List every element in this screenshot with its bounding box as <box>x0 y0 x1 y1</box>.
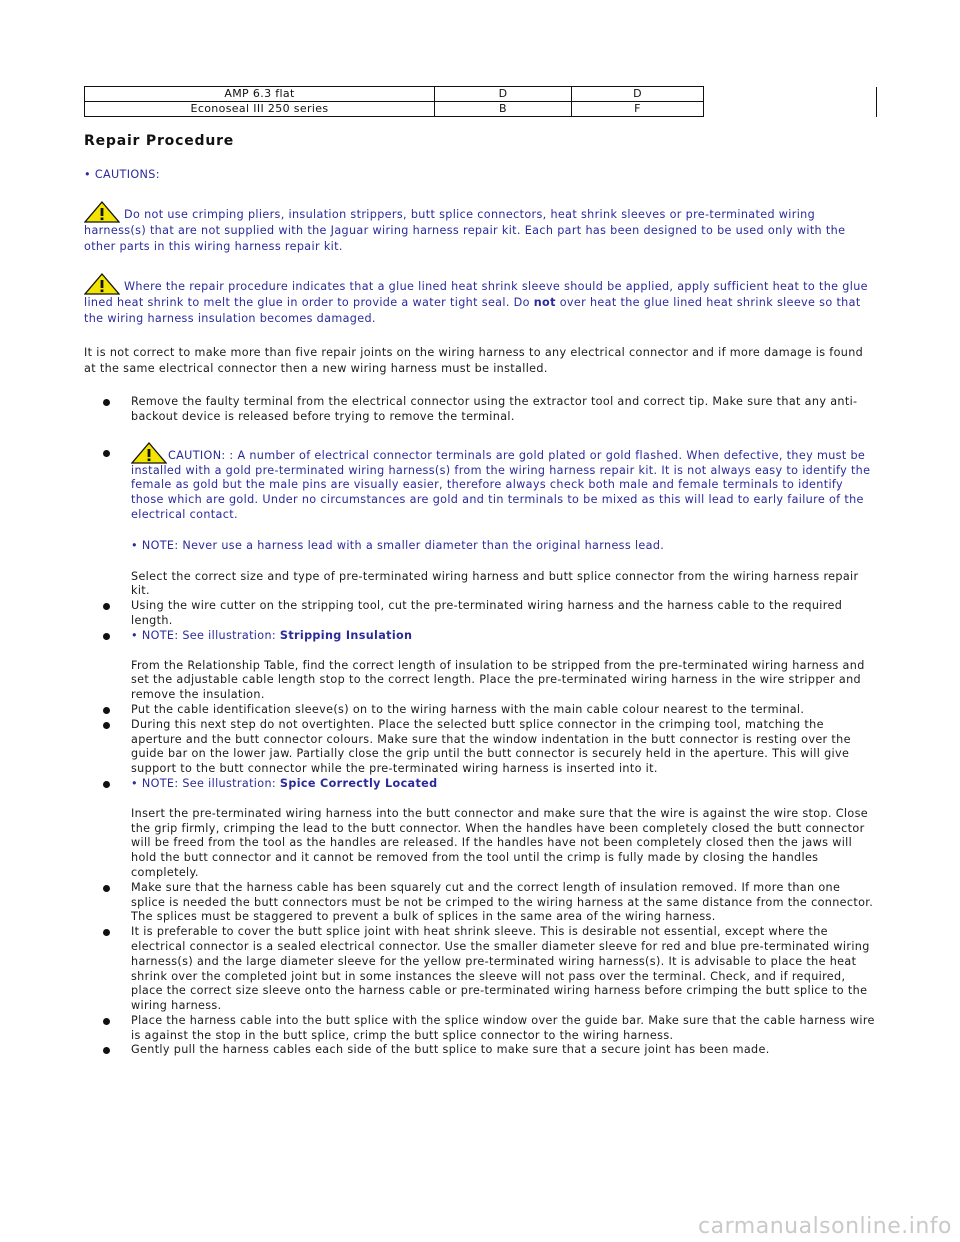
step-text: During this next step do not overtighten. Place the selected butt splice connector in the crimping tool, matching the aperture and the butt connector colours. Make sure that the window indentation in the butt connector is resting over the guide bar on the lower jaw. Partially close the grip until the butt connector is securely held in the aperture. This will give support to the butt connector while the pre-terminated wiring harness is inserted into it. <box>131 717 851 776</box>
caution-text: over heat the glue lined heat shrink sleeve so that the wiring harness insulation becomes damaged. <box>84 296 861 325</box>
cautions-label: • CAUTIONS: <box>84 168 160 181</box>
note-text: • NOTE: See illustration: <box>131 776 280 790</box>
section-heading: Repair Procedure <box>84 133 235 149</box>
bullet-icon <box>103 781 110 788</box>
step-text: Remove the faulty terminal from the electrical connector using the extractor tool and correct tip. Make sure that any anti-backout device is released before trying to remove the terminal. <box>131 395 858 423</box>
intro-paragraph: It is not correct to make more than five repair joints on the wiring harness to any electrical connector and if more damage is found at the same electrical connector then a new wiring harness must be installed. <box>84 346 864 375</box>
table-cell <box>704 102 877 117</box>
table-cell: D <box>572 87 704 102</box>
procedure-steps <box>84 395 876 1058</box>
table-cell: D <box>435 87 572 102</box>
bullet-icon <box>103 1018 110 1025</box>
bullet-icon <box>103 450 110 457</box>
table-row <box>85 87 877 102</box>
list-item <box>84 1014 876 1044</box>
table-cell: Econoseal III 250 series <box>85 102 435 117</box>
illustration-link-spice-correctly-located[interactable]: Spice Correctly Located <box>279 776 438 790</box>
list-item <box>84 777 876 881</box>
list-item <box>84 881 876 925</box>
caution-text: CAUTION: : A number of electrical connector terminals are gold plated or gold flashed. When defective, they must be installed with a gold pre-terminated wiring harness(s) from the wiring harness repair kit. It is not always easy to identify the female as gold but the male pins are visually easier, therefore always check both male and female terminals to identify those which are gold. Under no circumstances are gold and tin terminals to be mixed as this will lead to early failure of the electrical contact. <box>131 448 871 521</box>
illustration-link-stripping-insulation[interactable]: Stripping Insulation <box>279 628 413 642</box>
document-page <box>84 86 876 1058</box>
caution-paragraph <box>131 449 870 521</box>
bullet-icon <box>103 603 110 610</box>
caution-text: Do not use crimping pliers, insulation strippers, butt splice connectors, heat shrink sleeves or pre-terminated wiring harness(s) that are not supplied with the Jaguar wiring harness repair kit. Each part has been designed to be used only with the other parts in this wiring harness repair kit. <box>84 208 846 253</box>
step-text: From the Relationship Table, find the correct length of insulation to be stripped from the pre-terminated wiring harness and set the adjustable cable length stop to the correct length. Place the pre-terminated wiring harness in the wire stripper and remove the insulation. <box>131 658 865 702</box>
bullet-icon <box>103 722 110 729</box>
list-item <box>84 395 876 425</box>
list-item <box>84 703 876 718</box>
step-text: Insert the pre-terminated wiring harness into the butt connector and make sure that the wire is against the wire stop. Close the grip firmly, crimping the lead to the butt connector. When the handles have been completely closed the butt connector will be freed from the tool as the handles are released. If the handles have not been completely closed then the jaws will hold the butt connector and it cannot be removed from the tool until the crimp is fully made by closing the handles completely. <box>131 806 868 879</box>
table-cell: B <box>435 102 572 117</box>
step-text: Make sure that the harness cable has been squarely cut and the correct length of insulation removed. If more than one splice is needed the butt connectors must be not be crimped to the wiring harness at the same distance from the connector. The splices must be staggered to prevent a bulk of splices in the same area of the wiring harness. <box>131 880 874 924</box>
warning-icon <box>84 273 120 295</box>
caution-paragraph <box>84 201 876 255</box>
step-text: Gently pull the harness cables each side of the butt splice to make sure that a secure joint has been made. <box>131 1043 770 1057</box>
list-item <box>84 629 876 703</box>
bullet-icon <box>103 633 110 640</box>
note-text: • NOTE: See illustration: <box>131 628 280 642</box>
caution-text: Where the repair procedure indicates that a glue lined heat shrink sleeve should be applied, apply sufficient heat to the glue lined heat shrink to melt the glue in order to provide a water tight seal. Do <box>84 280 868 309</box>
watermark-logo: carmanualsonline.info <box>698 1214 952 1239</box>
step-text: Place the harness cable into the butt splice with the splice window over the guide bar. Make sure that the cable harness wire is against the stop in the butt splice, crimp the butt splice connector to the wiring harness. <box>131 1013 875 1042</box>
relationship-table <box>84 86 877 117</box>
caution-emphasis: not <box>533 296 556 309</box>
bullet-icon <box>103 399 110 406</box>
bullet-icon <box>103 929 110 936</box>
bullet-icon <box>103 885 110 892</box>
step-text: Select the correct size and type of pre-terminated wiring harness and butt splice connector from the wiring harness repair kit. <box>131 569 859 598</box>
step-text: Put the cable identification sleeve(s) on to the wiring harness with the main cable colour nearest to the terminal. <box>131 702 805 716</box>
table-cell: AMP 6.3 flat <box>85 87 435 102</box>
list-item <box>84 925 876 1014</box>
list-item <box>84 1043 876 1058</box>
bullet-icon <box>103 1047 110 1054</box>
list-item <box>84 599 876 629</box>
warning-icon <box>131 442 167 464</box>
list-item <box>84 718 876 777</box>
table-cell: F <box>572 102 704 117</box>
caution-paragraph <box>84 273 876 327</box>
table-row <box>85 102 877 117</box>
list-item <box>84 442 876 600</box>
table-cell <box>704 87 877 102</box>
bullet-icon <box>103 707 110 714</box>
warning-icon <box>84 201 120 223</box>
note-text: • NOTE: Never use a harness lead with a smaller diameter than the original harness lead. <box>131 538 665 552</box>
step-text: Using the wire cutter on the stripping tool, cut the pre-terminated wiring harness and the harness cable to the required length. <box>131 599 843 627</box>
step-text: It is preferable to cover the butt splice joint with heat shrink sleeve. This is desirable not essential, except where the electrical connector is a sealed electrical connector. Use the smaller diameter sleeve for red and blue pre-terminated wiring harness(s) and the large diameter sleeve for the yellow pre-terminated wiring harness(s). It is advisable to place the heat shrink over the completed joint but in some instances the sleeve will not pass over the terminal. Check, and if required, place the correct size sleeve onto the harness cable or pre-terminated wiring harness before crimping the butt splice to the wiring harness. <box>131 925 870 1013</box>
